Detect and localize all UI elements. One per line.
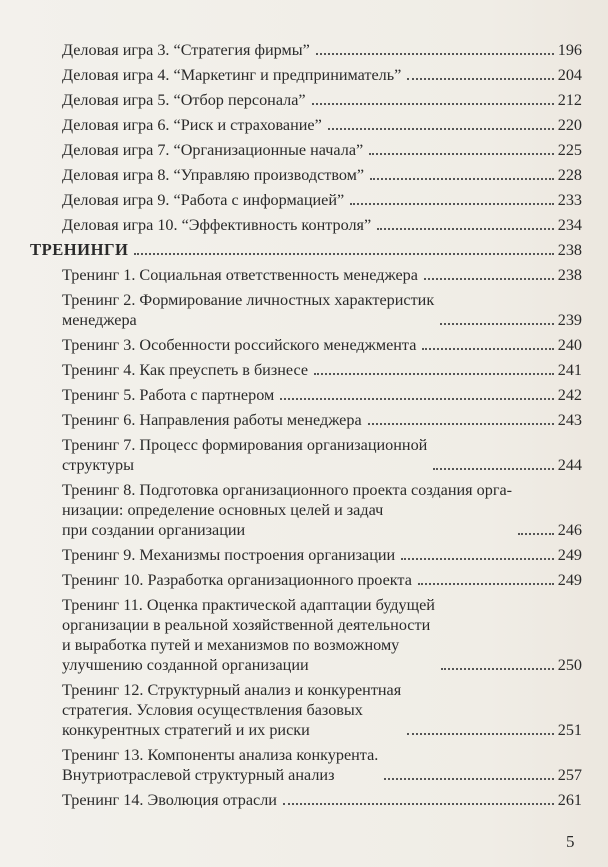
toc-entry-title bbox=[62, 410, 362, 430]
dot-leader bbox=[407, 733, 554, 735]
dot-leader bbox=[369, 153, 554, 155]
page-number: 5 bbox=[566, 832, 575, 851]
toc-entry-title bbox=[62, 595, 435, 675]
dot-leader bbox=[418, 583, 554, 585]
toc-entry bbox=[30, 680, 582, 740]
toc-entry-title bbox=[62, 115, 322, 135]
toc-entry-page: 212 bbox=[557, 91, 582, 109]
toc-entry-title bbox=[62, 215, 371, 235]
dot-leader bbox=[433, 468, 553, 470]
toc-entry-page: 220 bbox=[557, 116, 582, 134]
toc-entry-title-line: Тренинг 8. Подготовка организационного проекта создания орга- bbox=[62, 481, 513, 499]
toc-entry bbox=[30, 265, 582, 285]
toc-entry-title bbox=[62, 90, 306, 110]
toc-entry-page: 241 bbox=[557, 361, 582, 379]
toc-entry bbox=[30, 165, 582, 185]
toc-entry-page: 246 bbox=[557, 521, 582, 539]
toc-entry-title-line: Тренинг 11. Оценка практической адаптации будущей bbox=[62, 596, 435, 614]
dot-leader bbox=[350, 203, 554, 205]
toc-entry-title bbox=[62, 140, 363, 160]
dot-leader bbox=[518, 533, 554, 535]
toc-entry-page: 239 bbox=[557, 311, 582, 329]
toc-entry-title bbox=[62, 65, 401, 85]
toc-entry-page: 204 bbox=[557, 66, 582, 84]
toc-entry-title bbox=[62, 40, 310, 60]
toc-entry-title-line: и выработка путей и механизмов по возможному bbox=[62, 636, 400, 654]
toc-section-heading bbox=[30, 240, 582, 260]
toc-entry-title bbox=[62, 570, 412, 590]
toc-entry bbox=[30, 435, 582, 475]
toc-entry-title-line: Деловая игра 3. “Стратегия фирмы” bbox=[62, 41, 310, 59]
toc-entry-title-line: Деловая игра 5. “Отбор персонала” bbox=[62, 91, 306, 109]
toc-entry bbox=[30, 215, 582, 235]
toc-entry-title bbox=[62, 680, 401, 740]
toc-entry bbox=[30, 480, 582, 540]
dot-leader bbox=[316, 53, 554, 55]
toc-entry-page: 240 bbox=[557, 336, 582, 354]
dot-leader bbox=[384, 778, 553, 780]
dot-leader bbox=[407, 78, 553, 80]
toc-entry-title-line: Деловая игра 10. “Эффективность контроля” bbox=[62, 216, 372, 234]
toc-entry bbox=[30, 115, 582, 135]
toc-entry bbox=[30, 190, 582, 210]
toc-entry-title bbox=[62, 790, 277, 810]
toc-entry-title-line: Тренинг 14. Эволюция отрасли bbox=[62, 791, 277, 809]
toc-entry bbox=[30, 745, 582, 785]
toc-entry bbox=[30, 335, 582, 355]
toc-entry-title bbox=[62, 480, 512, 540]
toc-entry-title-line: Внутриотраслевой структурный анализ bbox=[62, 766, 335, 784]
toc-entry bbox=[30, 360, 582, 380]
toc-entry-title-line: Тренинг 5. Работа с партнером bbox=[62, 386, 275, 404]
dot-leader bbox=[328, 128, 554, 130]
toc-entry-page: 261 bbox=[557, 791, 582, 809]
toc-entry bbox=[30, 385, 582, 405]
toc-entry-page: 238 bbox=[557, 241, 582, 259]
toc-entry-title-line: ТРЕНИНГИ bbox=[30, 240, 129, 259]
dot-leader bbox=[312, 103, 554, 105]
dot-leader bbox=[441, 668, 554, 670]
toc-entry-page: 243 bbox=[557, 411, 582, 429]
toc-entry bbox=[30, 570, 582, 590]
toc-entry bbox=[30, 90, 582, 110]
toc-entry bbox=[30, 595, 582, 675]
toc-entry-title bbox=[62, 385, 274, 405]
toc-entry-title-line: Тренинг 4. Как преуспеть в бизнесе bbox=[62, 361, 309, 379]
toc-entry-page: 238 bbox=[557, 266, 582, 284]
toc-entry-page: 225 bbox=[557, 141, 582, 159]
toc-entry-title bbox=[62, 190, 344, 210]
table-of-contents bbox=[30, 40, 582, 815]
toc-entry bbox=[30, 410, 582, 430]
toc-entry-title-line: Деловая игра 6. “Риск и страхование” bbox=[62, 116, 322, 134]
toc-entry-page: 250 bbox=[557, 656, 582, 674]
toc-entry bbox=[30, 545, 582, 565]
toc-entry-title-line: Деловая игра 4. “Маркетинг и предприниматель” bbox=[62, 66, 402, 84]
dot-leader bbox=[424, 278, 554, 280]
toc-entry-title-line: стратегия. Условия осуществления базовых bbox=[62, 701, 363, 719]
dot-leader bbox=[401, 558, 554, 560]
toc-entry-title-line: Тренинг 3. Особенности российского менеджмента bbox=[62, 336, 417, 354]
toc-entry-page: 228 bbox=[557, 166, 582, 184]
toc-entry-title-line: Деловая игра 8. “Управляю производством” bbox=[62, 166, 365, 184]
toc-entry-page: 196 bbox=[557, 41, 582, 59]
toc-entry-title bbox=[62, 335, 416, 355]
toc-entry-title bbox=[30, 240, 128, 260]
dot-leader bbox=[370, 178, 554, 180]
toc-entry-title-line: Тренинг 10. Разработка организационного проекта bbox=[62, 571, 412, 589]
toc-entry-title-line: организации в реальной хозяйственной деятельности bbox=[62, 616, 431, 634]
toc-entry-title-line: при создании организации bbox=[62, 521, 246, 539]
toc-entry-page: 257 bbox=[557, 766, 582, 784]
toc-entry-title-line: менеджера bbox=[62, 311, 137, 329]
dot-leader bbox=[368, 423, 554, 425]
toc-entry bbox=[30, 290, 582, 330]
toc-entry-title-line: низации: определение основных целей и задач bbox=[62, 501, 384, 519]
dot-leader bbox=[440, 323, 554, 325]
toc-entry-title bbox=[62, 265, 418, 285]
toc-entry-title-line: Тренинг 1. Социальная ответственность менеджера bbox=[62, 266, 418, 284]
toc-entry-title-line: Тренинг 13. Компоненты анализа конкурента. bbox=[62, 746, 379, 764]
toc-entry-title-line: конкурентных стратегий и их риски bbox=[62, 721, 310, 739]
toc-entry bbox=[30, 140, 582, 160]
toc-entry bbox=[30, 790, 582, 810]
dot-leader bbox=[283, 803, 554, 805]
toc-entry-title bbox=[62, 290, 434, 330]
toc-entry-page: 249 bbox=[557, 571, 582, 589]
toc-entry-page: 233 bbox=[557, 191, 582, 209]
toc-entry-title-line: Тренинг 7. Процесс формирования организационной bbox=[62, 436, 428, 454]
toc-entry-page: 234 bbox=[557, 216, 582, 234]
dot-leader bbox=[422, 348, 553, 350]
toc-entry-page: 244 bbox=[557, 456, 582, 474]
toc-entry-title-line: Тренинг 6. Направления работы менеджера bbox=[62, 411, 362, 429]
dot-leader bbox=[280, 398, 553, 400]
toc-entry-page: 242 bbox=[557, 386, 582, 404]
toc-entry bbox=[30, 65, 582, 85]
toc-entry-title bbox=[62, 435, 427, 475]
toc-entry-page: 251 bbox=[557, 721, 582, 739]
toc-entry bbox=[30, 40, 582, 60]
toc-entry-title-line: Тренинг 12. Структурный анализ и конкурентная bbox=[62, 681, 402, 699]
toc-entry-title bbox=[62, 545, 395, 565]
toc-entry-title-line: Тренинг 2. Формирование личностных характеристик bbox=[62, 291, 435, 309]
toc-entry-title bbox=[62, 745, 378, 785]
toc-entry-title-line: улучшению созданной организации bbox=[62, 656, 309, 674]
toc-entry-title bbox=[62, 360, 308, 380]
toc-entry-title-line: Деловая игра 9. “Работа с информацией” bbox=[62, 191, 345, 209]
dot-leader bbox=[377, 228, 554, 230]
toc-entry-title bbox=[62, 165, 364, 185]
toc-entry-page: 249 bbox=[557, 546, 582, 564]
dot-leader bbox=[134, 253, 553, 255]
toc-entry-title-line: структуры bbox=[62, 456, 135, 474]
toc-entry-title-line: Деловая игра 7. “Организационные начала” bbox=[62, 141, 364, 159]
toc-entry-title-line: Тренинг 9. Механизмы построения организации bbox=[62, 546, 396, 564]
dot-leader bbox=[314, 373, 554, 375]
